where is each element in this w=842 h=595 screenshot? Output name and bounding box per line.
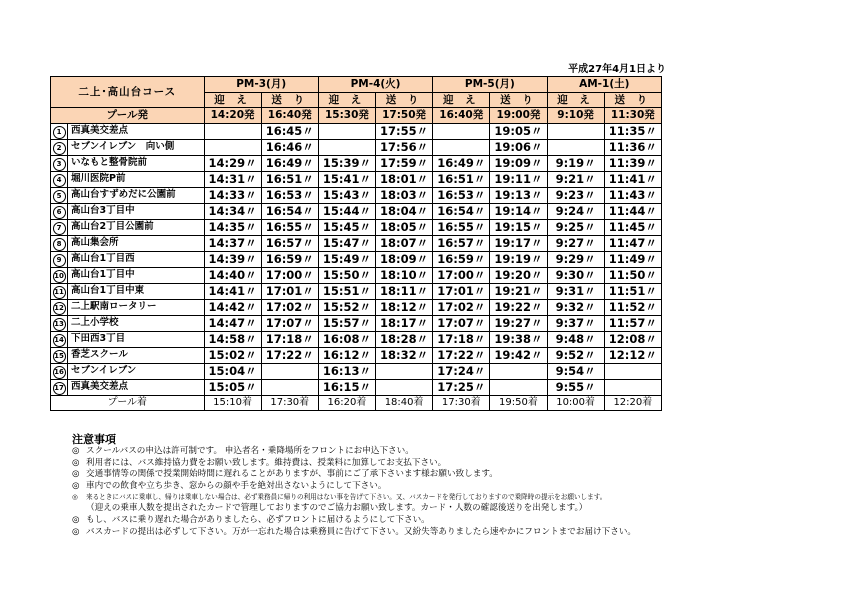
time-cell: 9:24〃 <box>547 203 604 219</box>
stop-number-badge: 7 <box>53 222 66 235</box>
note-marker: ◎ <box>72 514 80 525</box>
stop-number <box>51 267 68 283</box>
stop-number <box>51 379 68 395</box>
timetable-row <box>51 283 662 299</box>
timetable-row <box>51 363 662 379</box>
effective-date: 平成27年4月1日より <box>568 64 666 75</box>
note-marker: ◎ <box>72 480 80 491</box>
stop-number <box>51 331 68 347</box>
arrive-time: 17:30着 <box>261 395 318 411</box>
pool-depart-row <box>51 108 662 124</box>
time-cell: 19:09〃 <box>490 155 547 171</box>
time-cell: 14:58〃 <box>204 331 261 347</box>
timetable-row <box>51 267 662 283</box>
depart-time: 17:50発 <box>376 108 433 124</box>
depart-time: 14:20発 <box>204 108 261 124</box>
note-text: （迎えの乗車人数を提出されたカードで管理しておりますのでご協力お願い致します。カード・人数の確認後送りを出発します。） <box>86 503 588 514</box>
stop-number-badge: 9 <box>53 254 66 267</box>
note-line <box>72 515 672 527</box>
time-cell: 14:42〃 <box>204 299 261 315</box>
time-cell: 16:49〃 <box>433 155 490 171</box>
stop-name: 高山台1丁目西 <box>68 251 204 267</box>
time-cell: 17:00〃 <box>261 267 318 283</box>
depart-time: 11:30発 <box>604 108 661 124</box>
note-line <box>72 458 672 470</box>
time-cell: 16:55〃 <box>261 219 318 235</box>
group-header-pm3: PM-3(月) <box>204 77 318 93</box>
group-header-pm5: PM-5(月) <box>433 77 547 93</box>
time-cell: 15:04〃 <box>204 363 261 379</box>
stop-name: セブンイレブン 向い側 <box>68 139 204 155</box>
pool-arrive-row <box>51 395 662 411</box>
timetable-row <box>51 331 662 347</box>
stop-number-badge: 6 <box>53 206 66 219</box>
time-cell: 11:49〃 <box>604 251 661 267</box>
time-cell: 15:45〃 <box>318 219 375 235</box>
stop-number-badge: 8 <box>53 238 66 251</box>
time-cell: 15:52〃 <box>318 299 375 315</box>
time-cell: 18:07〃 <box>376 235 433 251</box>
time-cell: 9:25〃 <box>547 219 604 235</box>
time-cell: 18:01〃 <box>376 171 433 187</box>
time-cell <box>376 363 433 379</box>
note-line <box>72 527 672 539</box>
group-header-am1: AM-1(土) <box>547 77 661 93</box>
time-cell: 16:49〃 <box>261 155 318 171</box>
time-cell: 15:50〃 <box>318 267 375 283</box>
stop-number <box>51 139 68 155</box>
depart-time: 16:40発 <box>261 108 318 124</box>
time-cell <box>376 379 433 395</box>
pool-arrive-label: プール着 <box>51 395 205 411</box>
stop-number-badge: 1 <box>53 126 66 139</box>
time-cell: 15:51〃 <box>318 283 375 299</box>
timetable-row <box>51 187 662 203</box>
time-cell: 16:59〃 <box>261 251 318 267</box>
time-cell: 18:05〃 <box>376 219 433 235</box>
arrive-time: 12:20着 <box>604 395 661 411</box>
timetable <box>50 76 662 411</box>
stop-number <box>51 283 68 299</box>
time-cell <box>490 363 547 379</box>
time-cell: 11:50〃 <box>604 267 661 283</box>
note-text: もし、バスに乗り遅れた場合がありましたら、必ずフロントに届けるようにして下さい。 <box>86 514 430 525</box>
course-title: 二上･高山台コース <box>51 77 205 108</box>
time-cell: 16:51〃 <box>433 171 490 187</box>
arrive-time: 15:10着 <box>204 395 261 411</box>
time-cell: 16:45〃 <box>261 123 318 139</box>
note-marker: ◎ <box>72 457 80 468</box>
timetable-row <box>51 155 662 171</box>
time-cell <box>261 379 318 395</box>
time-cell: 9:48〃 <box>547 331 604 347</box>
time-cell: 19:20〃 <box>490 267 547 283</box>
depart-time: 9:10発 <box>547 108 604 124</box>
stop-name: 高山台2丁目公園前 <box>68 219 204 235</box>
time-cell: 19:13〃 <box>490 187 547 203</box>
pickup-header: 迎 え <box>433 92 490 108</box>
depart-time: 15:30発 <box>318 108 375 124</box>
time-cell: 14:37〃 <box>204 235 261 251</box>
time-cell: 15:41〃 <box>318 171 375 187</box>
stop-name: 下田西3丁目 <box>68 331 204 347</box>
time-cell: 9:55〃 <box>547 379 604 395</box>
dropoff-header: 送 り <box>261 92 318 108</box>
time-cell <box>604 363 661 379</box>
time-cell: 16:15〃 <box>318 379 375 395</box>
time-cell: 17:22〃 <box>261 347 318 363</box>
timetable-row <box>51 219 662 235</box>
depart-time: 19:00発 <box>490 108 547 124</box>
time-cell: 16:08〃 <box>318 331 375 347</box>
time-cell: 17:07〃 <box>433 315 490 331</box>
dropoff-header: 送 り <box>376 92 433 108</box>
time-cell: 14:40〃 <box>204 267 261 283</box>
note-text: 来るときにバスに乗車し、帰りは乗車しない場合は、必ず乗務員に帰りの利用はない事を告げて下さい。又、バスカードを発行しておりますので乗降時の提示をお願いします。 <box>86 493 607 502</box>
time-cell <box>547 123 604 139</box>
time-cell: 17:01〃 <box>433 283 490 299</box>
time-cell: 16:54〃 <box>261 203 318 219</box>
stop-name: 西真美交差点 <box>68 123 204 139</box>
time-cell: 17:56〃 <box>376 139 433 155</box>
depart-time: 16:40発 <box>433 108 490 124</box>
time-cell: 19:38〃 <box>490 331 547 347</box>
time-cell <box>204 139 261 155</box>
time-cell <box>318 139 375 155</box>
time-cell: 11:43〃 <box>604 187 661 203</box>
note-line <box>72 481 672 493</box>
time-cell: 17:24〃 <box>433 363 490 379</box>
time-cell: 18:04〃 <box>376 203 433 219</box>
timetable-row <box>51 347 662 363</box>
time-cell: 17:25〃 <box>433 379 490 395</box>
time-cell: 11:41〃 <box>604 171 661 187</box>
time-cell: 19:14〃 <box>490 203 547 219</box>
dropoff-header: 送 り <box>490 92 547 108</box>
time-cell: 9:54〃 <box>547 363 604 379</box>
stop-number-badge: 3 <box>53 158 66 171</box>
time-cell: 19:17〃 <box>490 235 547 251</box>
time-cell: 9:37〃 <box>547 315 604 331</box>
stop-number-badge: 14 <box>53 334 66 347</box>
timetable-row <box>51 171 662 187</box>
time-cell: 16:57〃 <box>261 235 318 251</box>
time-cell: 15:02〃 <box>204 347 261 363</box>
time-cell: 16:55〃 <box>433 219 490 235</box>
note-text: バスカードの提出は必ずして下さい。万が一忘れた場合は乗務員に告げて下さい。又紛失等ありましたら速やかにフロントまでお届け下さい。 <box>86 526 637 537</box>
time-cell: 11:45〃 <box>604 219 661 235</box>
time-cell: 9:31〃 <box>547 283 604 299</box>
time-cell: 16:53〃 <box>261 187 318 203</box>
arrive-time: 19:50着 <box>490 395 547 411</box>
time-cell: 9:23〃 <box>547 187 604 203</box>
time-cell: 9:21〃 <box>547 171 604 187</box>
stop-name: 二上駅南ロータリー <box>68 299 204 315</box>
note-text: スクールバスの申込は許可制です。 申込者名・乗降場所をフロントにお申込下さい。 <box>86 446 414 456</box>
time-cell: 16:54〃 <box>433 203 490 219</box>
time-cell: 19:06〃 <box>490 139 547 155</box>
stop-name: 西真美交差点 <box>68 379 204 395</box>
time-cell: 14:41〃 <box>204 283 261 299</box>
pickup-header: 迎 え <box>204 92 261 108</box>
header-row-groups <box>51 77 662 93</box>
time-cell: 17:02〃 <box>261 299 318 315</box>
stop-name: 高山集会所 <box>68 235 204 251</box>
timetable-row <box>51 251 662 267</box>
stop-number <box>51 299 68 315</box>
time-cell: 14:31〃 <box>204 171 261 187</box>
time-cell: 9:29〃 <box>547 251 604 267</box>
notes-section <box>72 433 672 538</box>
stop-name: 高山台すずめだに公園前 <box>68 187 204 203</box>
time-cell: 17:55〃 <box>376 123 433 139</box>
time-cell: 11:51〃 <box>604 283 661 299</box>
time-cell: 15:44〃 <box>318 203 375 219</box>
time-cell: 15:43〃 <box>318 187 375 203</box>
time-cell <box>433 123 490 139</box>
time-cell: 16:13〃 <box>318 363 375 379</box>
time-cell <box>547 139 604 155</box>
time-cell: 9:52〃 <box>547 347 604 363</box>
time-cell: 17:00〃 <box>433 267 490 283</box>
pool-depart-label: プール発 <box>51 108 205 124</box>
time-cell: 12:08〃 <box>604 331 661 347</box>
time-cell: 18:03〃 <box>376 187 433 203</box>
time-cell: 11:47〃 <box>604 235 661 251</box>
stop-number-badge: 15 <box>53 350 66 363</box>
time-cell <box>318 123 375 139</box>
time-cell: 14:34〃 <box>204 203 261 219</box>
time-cell: 18:11〃 <box>376 283 433 299</box>
time-cell: 15:57〃 <box>318 315 375 331</box>
time-cell: 15:39〃 <box>318 155 375 171</box>
time-cell: 19:27〃 <box>490 315 547 331</box>
time-cell: 18:12〃 <box>376 299 433 315</box>
time-cell: 15:05〃 <box>204 379 261 395</box>
time-cell: 16:46〃 <box>261 139 318 155</box>
timetable-row <box>51 123 662 139</box>
stop-number-badge: 13 <box>53 318 66 331</box>
note-marker: ◎ <box>72 469 80 480</box>
time-cell: 17:18〃 <box>261 331 318 347</box>
stop-number-badge: 12 <box>53 302 66 315</box>
time-cell: 11:39〃 <box>604 155 661 171</box>
time-cell: 11:52〃 <box>604 299 661 315</box>
stop-name: 高山台1丁目中 <box>68 267 204 283</box>
time-cell: 19:11〃 <box>490 171 547 187</box>
note-marker: ◎ <box>72 446 80 456</box>
stop-number <box>51 315 68 331</box>
time-cell: 18:09〃 <box>376 251 433 267</box>
time-cell: 15:47〃 <box>318 235 375 251</box>
time-cell: 9:30〃 <box>547 267 604 283</box>
time-cell: 16:51〃 <box>261 171 318 187</box>
stop-number-badge: 17 <box>53 382 66 395</box>
stop-number <box>51 187 68 203</box>
time-cell: 16:57〃 <box>433 235 490 251</box>
stop-name: 二上小学校 <box>68 315 204 331</box>
time-cell: 16:53〃 <box>433 187 490 203</box>
stop-number <box>51 363 68 379</box>
time-cell: 9:27〃 <box>547 235 604 251</box>
time-cell: 19:42〃 <box>490 347 547 363</box>
time-cell: 15:49〃 <box>318 251 375 267</box>
timetable-row <box>51 203 662 219</box>
time-cell: 19:19〃 <box>490 251 547 267</box>
stop-number <box>51 235 68 251</box>
note-line <box>72 503 672 515</box>
time-cell: 16:12〃 <box>318 347 375 363</box>
time-cell: 11:36〃 <box>604 139 661 155</box>
time-cell: 19:15〃 <box>490 219 547 235</box>
stop-number-badge: 4 <box>53 174 66 187</box>
stop-number <box>51 123 68 139</box>
time-cell <box>490 379 547 395</box>
note-marker: ◎ <box>72 493 78 502</box>
time-cell: 17:01〃 <box>261 283 318 299</box>
arrive-time: 10:00着 <box>547 395 604 411</box>
time-cell: 14:29〃 <box>204 155 261 171</box>
stop-number <box>51 251 68 267</box>
note-text: 利用者には、バス維持協力費をお願い致します。維持費は、授業料に加算してお支払下さい。 <box>86 457 447 468</box>
time-cell <box>261 363 318 379</box>
time-cell <box>604 379 661 395</box>
group-header-pm4: PM-4(火) <box>318 77 432 93</box>
stop-number <box>51 203 68 219</box>
stop-number <box>51 171 68 187</box>
time-cell: 18:10〃 <box>376 267 433 283</box>
note-marker: ◎ <box>72 526 80 537</box>
stop-name: セブンイレブン <box>68 363 204 379</box>
stop-name: 高山台1丁目中東 <box>68 283 204 299</box>
stop-name: いなもと整骨院前 <box>68 155 204 171</box>
arrive-time: 18:40着 <box>376 395 433 411</box>
time-cell: 17:18〃 <box>433 331 490 347</box>
time-cell <box>204 123 261 139</box>
pickup-header: 迎 え <box>318 92 375 108</box>
time-cell: 14:47〃 <box>204 315 261 331</box>
note-text: 車内での飲食や立ち歩き、窓からの顔や手を絶対出さないようにして下さい。 <box>86 480 387 491</box>
stop-number <box>51 155 68 171</box>
arrive-time: 16:20着 <box>318 395 375 411</box>
arrive-time: 17:30着 <box>433 395 490 411</box>
stop-name: 香芝スクール <box>68 347 204 363</box>
stop-number-badge: 5 <box>53 190 66 203</box>
time-cell: 18:32〃 <box>376 347 433 363</box>
time-cell: 18:17〃 <box>376 315 433 331</box>
note-line <box>72 469 672 481</box>
note-text: 交通事情等の関係で授業開始時間に遅れることがありますが、事前にご了承下さいます様お願い致します。 <box>86 469 498 480</box>
timetable-row <box>51 315 662 331</box>
time-cell: 16:59〃 <box>433 251 490 267</box>
time-cell: 18:28〃 <box>376 331 433 347</box>
stop-name: 堀川医院P前 <box>68 171 204 187</box>
stop-number <box>51 219 68 235</box>
note-line <box>72 492 672 503</box>
pickup-header: 迎 え <box>547 92 604 108</box>
stop-number-badge: 16 <box>53 366 66 379</box>
stop-number-badge: 11 <box>53 286 66 299</box>
time-cell: 9:32〃 <box>547 299 604 315</box>
stop-name: 高山台3丁目中 <box>68 203 204 219</box>
time-cell: 11:57〃 <box>604 315 661 331</box>
dropoff-header: 送 り <box>604 92 661 108</box>
timetable-row <box>51 379 662 395</box>
stop-number-badge: 2 <box>53 142 66 155</box>
note-line <box>72 446 672 458</box>
time-cell <box>433 139 490 155</box>
time-cell: 19:21〃 <box>490 283 547 299</box>
stop-number-badge: 10 <box>53 270 66 283</box>
time-cell: 17:02〃 <box>433 299 490 315</box>
timetable-row <box>51 299 662 315</box>
time-cell: 14:33〃 <box>204 187 261 203</box>
time-cell: 14:39〃 <box>204 251 261 267</box>
time-cell: 17:22〃 <box>433 347 490 363</box>
time-cell: 11:44〃 <box>604 203 661 219</box>
stop-number <box>51 347 68 363</box>
notes-heading: 注意事項 <box>72 433 116 446</box>
time-cell: 14:35〃 <box>204 219 261 235</box>
time-cell: 19:05〃 <box>490 123 547 139</box>
time-cell: 11:35〃 <box>604 123 661 139</box>
time-cell: 17:59〃 <box>376 155 433 171</box>
time-cell: 17:07〃 <box>261 315 318 331</box>
time-cell: 9:19〃 <box>547 155 604 171</box>
time-cell: 12:12〃 <box>604 347 661 363</box>
time-cell: 19:22〃 <box>490 299 547 315</box>
timetable-row <box>51 139 662 155</box>
timetable-row <box>51 235 662 251</box>
